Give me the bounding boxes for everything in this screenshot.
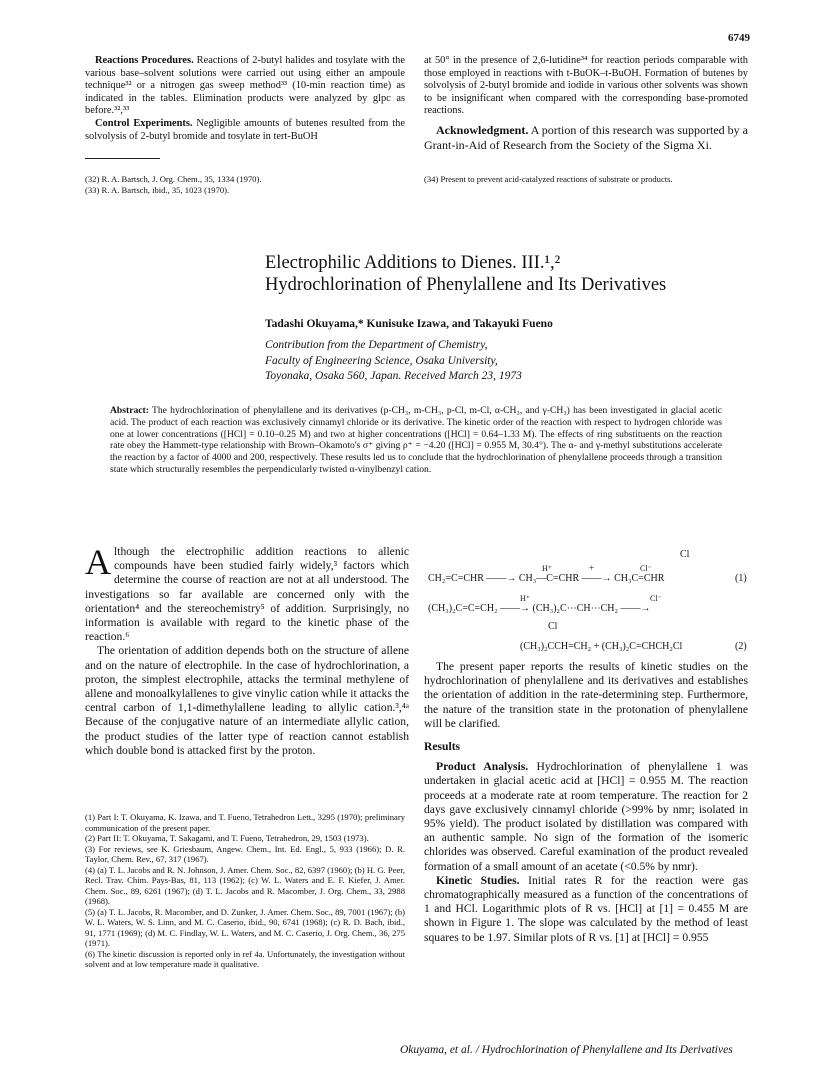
- intro-column: [85, 542, 409, 758]
- kinetic-studies-text: Initial rates R for the reaction were gas chromatographically measured as a function of the concentrations of 1 and HCl. Logarithmic plots of R vs. [HCl] at [1] = 0.455 M are shown in Figure 1. The slope was calculated by the method of least squares to be 1.97. Similar plots of R vs. [1] at [HCl] = 0.955: [424, 873, 748, 944]
- eq1-h-plus: H⁺: [542, 564, 552, 573]
- equation-2-line-1: (CH₃)₂C=C=CH₂ ——→ (CH₃)₂C⋯CH⋯CH₂ ——→: [428, 603, 651, 614]
- top-left-refs: [85, 174, 405, 195]
- top-right-column: [424, 55, 748, 118]
- control-experiments-heading: Control Experiments.: [95, 117, 193, 129]
- eq2-cl-mid: Cl: [548, 621, 558, 632]
- acknowledgment-heading: Acknowledgment.: [436, 123, 529, 137]
- abstract: [110, 405, 722, 476]
- top-right-text: at 50° in the presence of 2,6-lutidine³⁴ for reaction periods comparable with those employed in reactions with t-BuOK–t-BuOH. Formation of butenes by solvolysis of 2-butyl bromide and iodide in various other solvents was shown to be insignificant when compared with the corresponding base-promoted reactions.: [424, 55, 748, 117]
- eq1-number: (1): [735, 573, 747, 584]
- ref-34: (34) Present to prevent acid-catalyzed reactions of substrate or products.: [424, 174, 673, 184]
- equation-2-line-2: (CH₃)₂CCH=CH₂ + (CH₃)₂C=CHCH₂Cl: [520, 641, 683, 652]
- reaction-procedures-text: Reactions of 2-butyl halides and tosylate with the various base–solvent solutions were carried out using either an ampoule technique³² or a nitrogen gas sweep method³³ (10-min reaction time) as indicated in the tables. Elimination products were analyzed by glpc as before.³²,³³: [85, 55, 405, 117]
- eq1-cl-top: Cl: [680, 549, 690, 560]
- footnotes: [85, 812, 405, 970]
- eq1-cl-minus: Cl⁻: [640, 564, 652, 573]
- acknowledgment: [424, 123, 748, 153]
- product-analysis-text: Hydrochlorination of phenylallene 1 was undertaken in glacial acetic acid at [HCl] = 0.955 M. The reaction proceeds at a moderate rate at room temperature. The reaction for 2 days gave exclusively cinnamyl chloride (>99% by nmr; isolated in 95% yield). The product isolated by distillation was compared with an authentic sample. No sign of the formation of the isomeric chlorides was observed. Careful examination of the product revealed formation of a small amount of an acetate (<0.5% by nmr).: [424, 760, 748, 873]
- present-paper-paragraph: The present paper reports the results of kinetic studies on the hydrochlorination of phenylallene and its derivatives and establishes the orientation of addition in the rate-determining step. Furthermore, the nature of the transition state in the protonation of phenylallene will be clarified.: [424, 660, 748, 730]
- authors: Tadashi Okuyama,* Kunisuke Izawa, and Takayuki Fueno: [265, 318, 553, 330]
- footnote-1: (1) Part I: T. Okuyama, K. Izawa, and T. Fueno, Tetrahedron Lett., 3295 (1970); preliminary communication of the present paper.: [85, 812, 405, 833]
- kinetic-studies-heading: Kinetic Studies.: [436, 873, 520, 887]
- title-line-1: Electrophilic Additions to Dienes. III.¹,²: [265, 253, 561, 273]
- page-number: 6749: [728, 32, 750, 44]
- footnote-6: (6) The kinetic discussion is reported only in ref 4a. Unfortunately, the investigation without solvent and at low temperature made it qualitative.: [85, 948, 405, 969]
- intro-paragraph-1: lthough the electrophilic addition reactions to allenic compounds have been studied fairly widely,³ factors which determine the course of reaction are not at all understood. The investigations so far available are concerned only with the orientation⁴ and the stereochemistry⁵ of addition. Surprisingly, no information is available with regard to the kinetic phase of the reaction.⁶: [85, 545, 409, 644]
- acknowledgment-text: A portion of this research was supported by a Grant-in-Aid of Research from the Society of the Sigma Xi.: [424, 123, 748, 152]
- affiliation-line-2: Faculty of Engineering Science, Osaka University,: [265, 354, 498, 367]
- product-analysis-heading: Product Analysis.: [436, 760, 529, 774]
- control-experiments-text: Negligible amounts of butenes resulted from the solvolysis of 2-butyl bromide and tosylate in tert-BuOH: [85, 117, 405, 142]
- article-title: [265, 252, 785, 296]
- footnote-4: (4) (a) T. L. Jacobs and R. N. Johnson, J. Amer. Chem. Soc., 82, 6397 (1960); (b) H. G. Peer, Recl. Trav. Chim. Pays-Bas, 81, 113 (1962); (c) W. L. Waters and E. F. Kiefer, J. Amer. Chem. Soc., 89, 6261 (1967); (d) T. L. Jacobs and R. Macomber, J. Org. Chem., 33, 2988 (1968).: [85, 864, 405, 906]
- eq2-h-plus: H⁺: [520, 594, 530, 603]
- footnote-3: (3) For reviews, see K. Griesbaum, Angew. Chem., Int. Ed. Engl., 5, 933 (1966); D. R. Taylor, Chem. Rev., 67, 317 (1967).: [85, 843, 405, 864]
- abstract-label: Abstract:: [110, 405, 149, 416]
- ref-32: (32) R. A. Bartsch, J. Org. Chem., 35, 1334 (1970).: [85, 174, 262, 184]
- top-left-column: [85, 55, 405, 143]
- equation-1: CH₂=C=CHR ——→ CH₃—C=CHR ——→ CH₃C=CHR: [428, 573, 665, 584]
- eq2-cl-minus: Cl⁻: [650, 594, 662, 603]
- title-line-2: Hydrochlorination of Phenylallene and Its Derivatives: [265, 275, 667, 295]
- results-column: [424, 660, 748, 945]
- reaction-procedures-heading: Reactions Procedures.: [95, 55, 194, 66]
- footnote-divider: [85, 158, 160, 159]
- ref-33: (33) R. A. Bartsch, ibid., 35, 1023 (1970).: [85, 184, 230, 195]
- intro-paragraph-2: The orientation of addition depends both on the structure of allene and on the nature of electrophile. In the case of hydrochlorination, a proton, the simplest electrophile, attacks the terminal methylene of allene and monoalkylallenes to give vinylic cation while it attacks the central carbon of 1,1-dimethylallene leading to allylic cation.³,⁴ᵃ Because of the conjugative nature of an intermediate allylic cation, the product studies of the latter type of reaction cannot establish which double bond is attacked first by the proton.: [85, 644, 409, 757]
- footnote-5: (5) (a) T. L. Jacobs, R. Macomber, and D. Zunker, J. Amer. Chem. Soc., 89, 7001 (1967); (b) W. L. Waters, W. S. Linn, and M. C. Caserio, ibid., 90, 6741 (1968); (c) R. D. Bach, ibid., 91, 1771 (1969); (d) M. C. Findlay, W. L. Waters, and M. C. Caserio, J. Org. Chem., 36, 275 (1971).: [85, 906, 405, 948]
- drop-cap: A: [85, 542, 111, 582]
- affiliation: [265, 338, 522, 385]
- affiliation-line-3: Toyonaka, Osaka 560, Japan. Received March 23, 1973: [265, 370, 522, 382]
- footnote-2: (2) Part II: T. Okuyama, T. Sakagami, and T. Fueno, Tetrahedron, 29, 1503 (1973).: [85, 833, 369, 843]
- affiliation-line-1: Contribution from the Department of Chemistry,: [265, 339, 488, 351]
- eq1-plus-charge: +: [589, 563, 595, 573]
- running-footer: Okuyama, et al. / Hydrochlorination of Phenylallene and Its Derivatives: [400, 1044, 733, 1056]
- results-heading: Results: [424, 740, 461, 754]
- abstract-text: The hydrochlorination of phenylallene and its derivatives (p-CH₃, m-CH₃, p-Cl, m-Cl, α-CH₃, and γ-CH₃) has been investigated in glacial acetic acid. The product of each reaction was exclusively cinnamyl chloride or its derivative. The kinetic order of the reaction with respect to hydrogen chloride was one at lower concentrations ([HCl] = 0.10–0.25 M) and two at higher concentrations ([HCl] = 0.64–1.33 M). The effects of ring substituents on the reaction rate obey the Hammett-type relationship with Brown–Okamoto's σ⁺ giving ρ⁺ = −4.20 ([HCl] = 0.955 M, 30.4°). The α- and γ-methyl substitutions accelerate the reaction by a factor of 4000 and 200, respectively. These results led us to conclude that the hydrochlorination of phenylallene proceeds through a transition state which structurally resembles the perpendicularly twisted α-vinylbenzyl cation.: [110, 405, 722, 475]
- eq2-number: (2): [735, 641, 747, 652]
